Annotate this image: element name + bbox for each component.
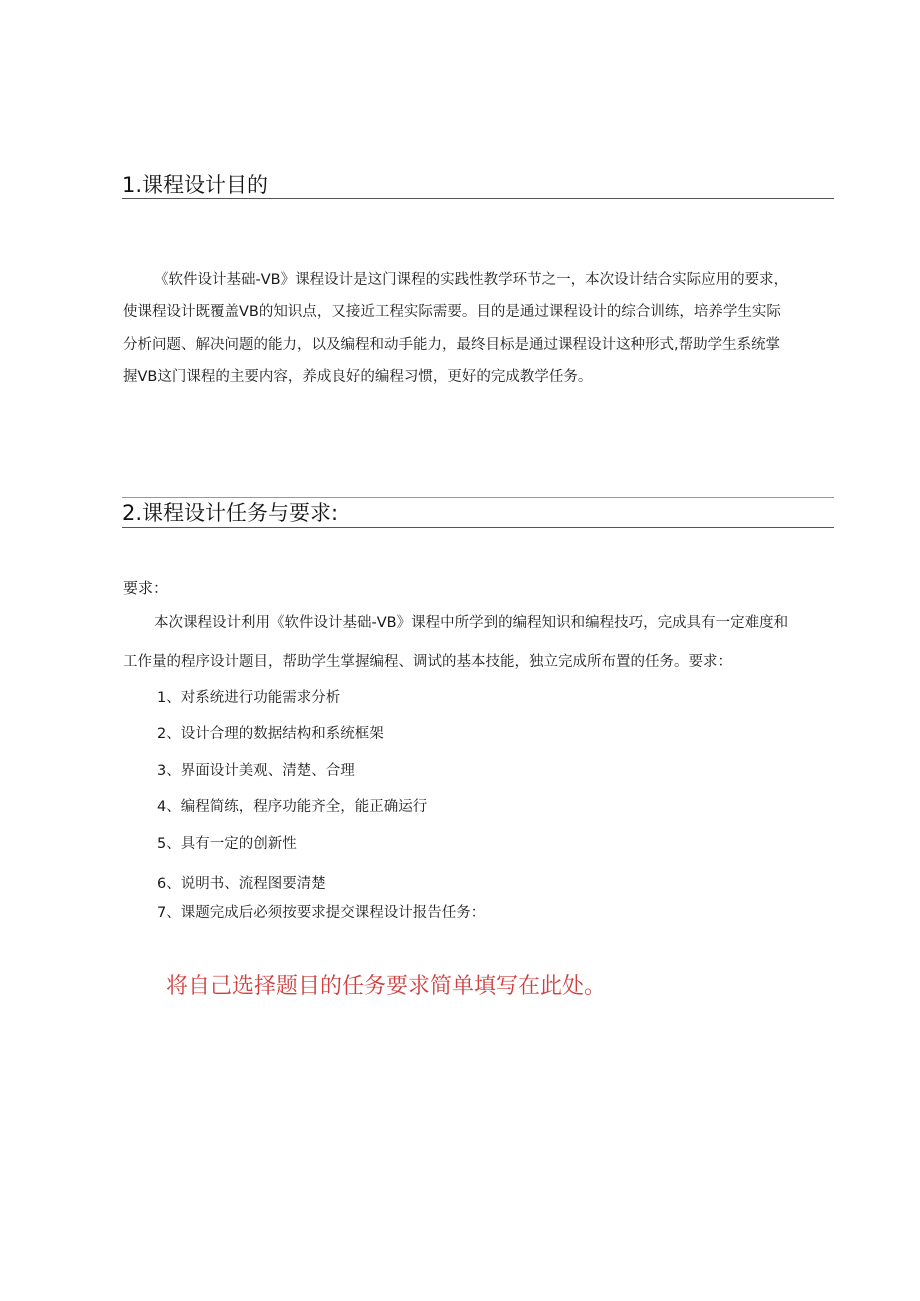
section-1-paragraph-line: 握VB这门课程的主要内容，养成良好的编程习惯，更好的完成教学任务。 [123, 369, 593, 385]
section-2-intro-line: 本次课程设计利用《软件设计基础-VB》课程中所学到的编程知识和编程技巧，完成具有一定难度和 [154, 615, 789, 631]
section-2-top-rule [122, 497, 834, 498]
requirement-item: 4、编程简练，程序功能齐全，能正确运行 [157, 799, 428, 815]
section-1-paragraph-line: 使课程设计既覆盖VB的知识点，又接近工程实际需要。目的是通过课程设计的综合训练，培养学生实际 [123, 304, 781, 320]
section-1-heading: 1.课程设计目的 [122, 173, 269, 197]
requirement-item: 6、说明书、流程图要清楚 [157, 876, 326, 892]
section-1-paragraph-line: 《软件设计基础-VB》课程设计是这门课程的实践性教学环节之一，本次设计结合实际应用的要求， [154, 272, 789, 288]
section-2-heading: 2.课程设计任务与要求: [122, 501, 339, 525]
requirement-item: 1、对系统进行功能需求分析 [157, 690, 341, 706]
requirement-item: 2、设计合理的数据结构和系统框架 [157, 726, 384, 742]
section-2-intro-line: 工作量的程序设计题目，帮助学生掌握编程、调试的基本技能，独立完成所布置的任务。要求： [123, 654, 732, 670]
section-1-rule [122, 198, 834, 199]
section-1-paragraph-line: 分析问题、解决问题的能力，以及编程和动手能力，最终目标是通过课程设计这种形式,帮助学生系统掌 [123, 337, 781, 353]
requirement-item: 3、界面设计美观、清楚、合理 [157, 763, 355, 779]
requirement-item: 5、具有一定的创新性 [157, 836, 297, 852]
requirement-item: 7、课题完成后必须按要求提交课程设计报告任务： [157, 905, 486, 921]
requirements-label: 要求： [123, 579, 169, 597]
section-2-rule [122, 527, 834, 528]
task-placeholder-note: 将自己选择题目的任务要求简单填写在此处。 [166, 974, 607, 999]
